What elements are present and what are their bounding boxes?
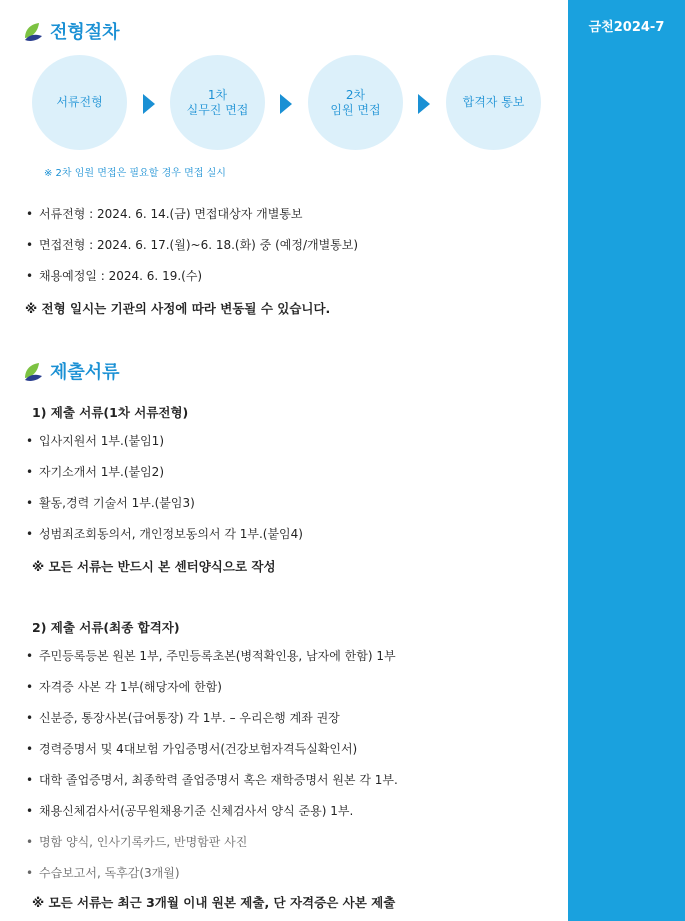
arrow-right-icon: [280, 94, 292, 114]
list-item: • 신분증, 통장사본(급여통장) 각 1부. – 우리은행 계좌 권장: [26, 711, 398, 742]
sub-heading-final: 2) 제출 서류(최종 합격자): [32, 620, 180, 635]
schedule-warning: ※ 전형 일시는 기관의 사정에 따라 변동될 수 있습니다.: [25, 301, 331, 316]
section-title: 전형절차: [50, 22, 120, 43]
list-item: • 면접전형 : 2024. 6. 17.(월)~6. 18.(화) 중 (예정/개별통보): [26, 238, 358, 269]
first-documents-list: [26, 434, 303, 558]
list-item: • 활동,경력 기술서 1부.(붙임3): [26, 496, 303, 527]
sub-heading-first: 1) 제출 서류(1차 서류전형): [32, 405, 189, 420]
submission-note: ※ 모든 서류는 최근 3개월 이내 원본 제출, 단 자격증은 사본 제출: [32, 895, 396, 910]
arrow-right-icon: [143, 94, 155, 114]
final-documents-list: [26, 649, 398, 897]
list-item: • 수습보고서, 독후감(3개월): [26, 866, 398, 897]
list-item: • 채용신체검사서(공무원채용기준 신체검사서 양식 준용) 1부.: [26, 804, 398, 835]
section-header-documents: [22, 358, 120, 384]
step-document-screening: 서류전형: [32, 55, 127, 150]
list-item: • 자격증 사본 각 1부(해당자에 한함): [26, 680, 398, 711]
step-first-interview: 1차 실무진 면접: [170, 55, 265, 150]
step-final-notice: 합격자 통보: [446, 55, 541, 150]
section-header-procedure: [22, 18, 120, 44]
right-sidebar: [568, 0, 685, 921]
section-title: 제출서류: [50, 362, 120, 383]
document-code: 금천2024-7: [588, 20, 665, 35]
procedure-steps: [32, 55, 542, 153]
list-item: • 입사지원서 1부.(붙임1): [26, 434, 303, 465]
arrow-right-icon: [418, 94, 430, 114]
leaf-logo-icon: [22, 20, 44, 42]
list-item: • 채용예정일 : 2024. 6. 19.(수): [26, 269, 358, 300]
form-note: ※ 모든 서류는 반드시 본 센터양식으로 작성: [32, 559, 276, 574]
step-second-interview: 2차 임원 면접: [308, 55, 403, 150]
schedule-list: [26, 207, 358, 300]
interview-note: ※ 2차 임원 면접은 필요할 경우 면접 실시: [44, 168, 226, 179]
list-item: • 서류전형 : 2024. 6. 14.(금) 면접대상자 개별통보: [26, 207, 358, 238]
list-item: • 자기소개서 1부.(붙임2): [26, 465, 303, 496]
list-item: • 주민등록등본 원본 1부, 주민등록초본(병적확인용, 남자에 한함) 1부: [26, 649, 398, 680]
list-item: • 명함 양식, 인사기록카드, 반명함판 사진: [26, 835, 398, 866]
list-item: • 성범죄조회동의서, 개인정보동의서 각 1부.(붙임4): [26, 527, 303, 558]
list-item: • 대학 졸업증명서, 최종학력 졸업증명서 혹은 재학증명서 원본 각 1부.: [26, 773, 398, 804]
list-item: • 경력증명서 및 4대보험 가입증명서(건강보험자격득실확인서): [26, 742, 398, 773]
leaf-logo-icon: [22, 360, 44, 382]
